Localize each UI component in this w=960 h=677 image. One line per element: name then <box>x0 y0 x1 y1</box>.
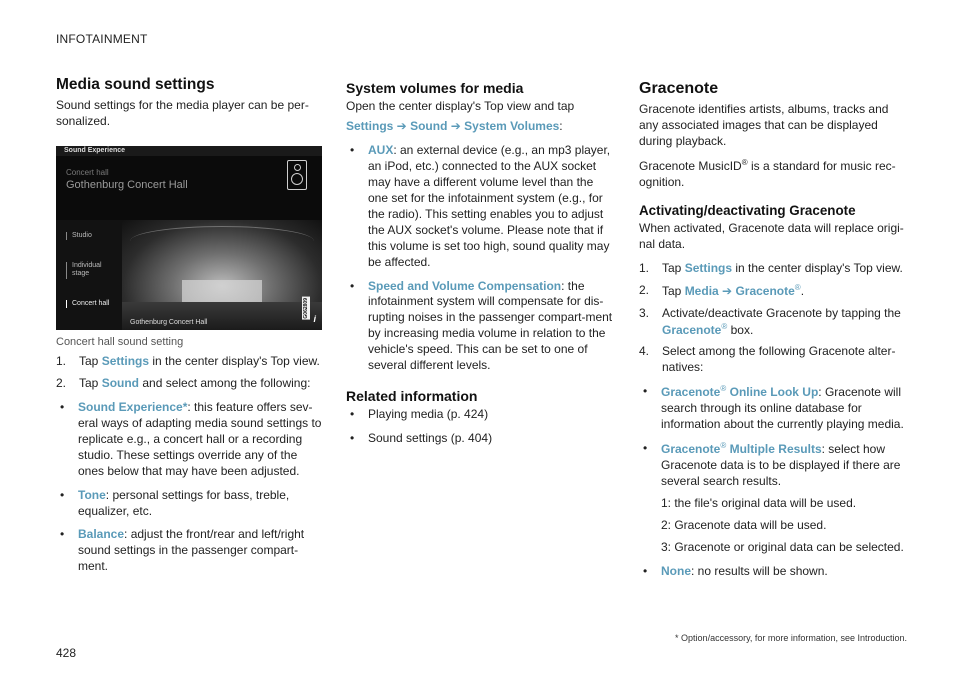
step-1: 1. Tap Settings in the center display's Top view. <box>56 353 320 368</box>
step-2: 2. Tap Sound and select among the following: <box>56 375 311 390</box>
option-1: 1: the file's original data will be used. <box>661 496 857 511</box>
menu-item-individual-stage: Individual stage <box>66 262 116 279</box>
bullet-balance: • Balance: adjust the front/rear and left/right sound settings in the passenger compart-ment. <box>60 527 305 574</box>
step-4: 4. Select among the following Gracenote alter-natives: <box>639 344 896 375</box>
related-item[interactable]: • Playing media (p. 424) <box>350 407 489 422</box>
heading-activating-gracenote: Activating/deactivating Gracenote <box>639 202 856 218</box>
aux-link[interactable]: AUX <box>368 142 394 157</box>
bullet-none: • None: no results will be shown. <box>643 563 828 578</box>
column-system-volumes <box>346 80 614 447</box>
sound-experience-screen <box>56 146 322 330</box>
settings-link[interactable]: Settings <box>101 353 150 368</box>
step-3: 3. Activate/deactivate Gracenote by tapping the Gracenote® box. <box>639 305 901 337</box>
info-icon: i <box>313 313 316 324</box>
step-1: 1. Tap Settings in the center display's Top view. <box>639 260 903 275</box>
bullet-speed-volume: • Speed and Volume Compensation: the infotainment system will compensate for dis-rupting noises in the passenger compart-ment by increasing media volume in relation to the vehicle's speed. This can be set to one of several different levels. <box>350 278 613 373</box>
speed-volume-link[interactable]: Speed and Volume Compensation <box>368 278 562 293</box>
gracenote-box[interactable]: Gracenote <box>662 322 722 337</box>
hall-stage <box>182 280 262 302</box>
sound-link[interactable]: Sound <box>101 375 140 390</box>
sound-experience-link[interactable]: Sound Experience <box>78 399 183 414</box>
path-sound[interactable]: Sound <box>410 118 448 133</box>
screen-title: Gothenburg Concert Hall <box>66 178 188 191</box>
heading-media-sound-settings: Media sound settings <box>56 76 215 93</box>
heading-related-information: Related information <box>346 388 478 405</box>
bullet-online-lookup: • Gracenote® Online Look Up: Gracenote will search through its online database for information about the currently playing media. <box>643 384 904 432</box>
media-link[interactable]: Media <box>684 283 719 298</box>
screen-subtitle: Concert hall <box>66 167 109 177</box>
option-2: 2: Gracenote data will be used. <box>661 518 827 533</box>
arrow-right-icon: ➔ <box>393 118 411 133</box>
speaker-icon <box>287 160 307 190</box>
hall-ceiling <box>130 226 314 256</box>
footnote: * Option/accessory, for more information, see Introduction. <box>675 633 907 643</box>
figure-code: G062809 <box>303 298 309 319</box>
heading-system-volumes: System volumes for media <box>346 80 524 96</box>
arrow-right-icon: ➔ <box>447 118 465 133</box>
related-item[interactable]: • Sound settings (p. 404) <box>350 431 493 446</box>
balance-link[interactable]: Balance <box>78 527 125 542</box>
screen-menu <box>56 220 122 330</box>
page-header: INFOTAINMENT <box>56 32 148 46</box>
none-link[interactable]: None <box>661 563 691 578</box>
concert-hall-image <box>122 220 322 330</box>
gracenote-link[interactable]: Gracenote <box>735 283 795 298</box>
path-system-volumes[interactable]: System Volumes <box>464 118 560 133</box>
settings-link[interactable]: Settings <box>684 260 733 275</box>
page-number: 428 <box>56 646 77 660</box>
screen-bar-title: Sound Experience <box>56 146 322 156</box>
heading-gracenote: Gracenote <box>639 80 719 97</box>
image-label: Gothenburg Concert Hall <box>130 318 208 326</box>
menu-item-concert-hall: Concert hall <box>66 300 112 308</box>
bullet-multiple-results: • Gracenote® Multiple Results: select how Gracenote data is to be displayed if there are several search results. <box>643 441 901 489</box>
menu-path: Settings ➔ Sound ➔ System Volumes: <box>346 118 563 133</box>
activating-intro: When activated, Gracenote data will replace origi-nal data. <box>639 220 904 251</box>
system-volumes-intro: Open the center display's Top view and tap <box>346 99 575 113</box>
tone-link[interactable]: Tone <box>78 487 106 502</box>
bullet-aux: • AUX: an external device (e.g., an mp3 player, an iPod, etc.) connected to the AUX socket may have a different volume level than the one set for the infotainment system (e.g., for the radio). This setting enables you to adjust the AUX socket's volume. Please note that if this volume is set too high, sound quality may be affected. <box>350 142 611 269</box>
intro-text: Sound settings for the media player can be per-sonalized. <box>56 98 309 128</box>
path-settings[interactable]: Settings <box>346 118 394 133</box>
menu-item-studio: Studio <box>66 232 92 240</box>
step-2: 2. Tap Media ➔ Gracenote®. <box>639 282 805 298</box>
multiple-results-link[interactable]: Multiple Results <box>729 442 822 457</box>
bullet-tone: • Tone: personal settings for bass, treble, equalizer, etc. <box>60 487 290 518</box>
figure-caption: Concert hall sound setting <box>56 335 184 348</box>
online-lookup-link[interactable]: Online Look Up <box>729 385 819 400</box>
bullet-sound-experience: • Sound Experience*: this feature offers sev-eral ways of adapting media sound settings to replicate e.g., a concert hall or a recording studio. These settings override any of the ones below that may have been adjusted. <box>60 399 322 478</box>
column-gracenote <box>639 80 907 580</box>
gracenote-intro: Gracenote identifies artists, albums, tracks and any associated images that can be displayed during playback. <box>639 102 889 148</box>
option-3: 3: Gracenote or original data can be selected. <box>661 540 904 555</box>
gracenote-musicid: Gracenote MusicID® is a standard for music rec-ognition. <box>639 157 896 189</box>
arrow-right-icon: ➔ <box>718 283 736 298</box>
column-media-sound-settings <box>56 76 322 575</box>
